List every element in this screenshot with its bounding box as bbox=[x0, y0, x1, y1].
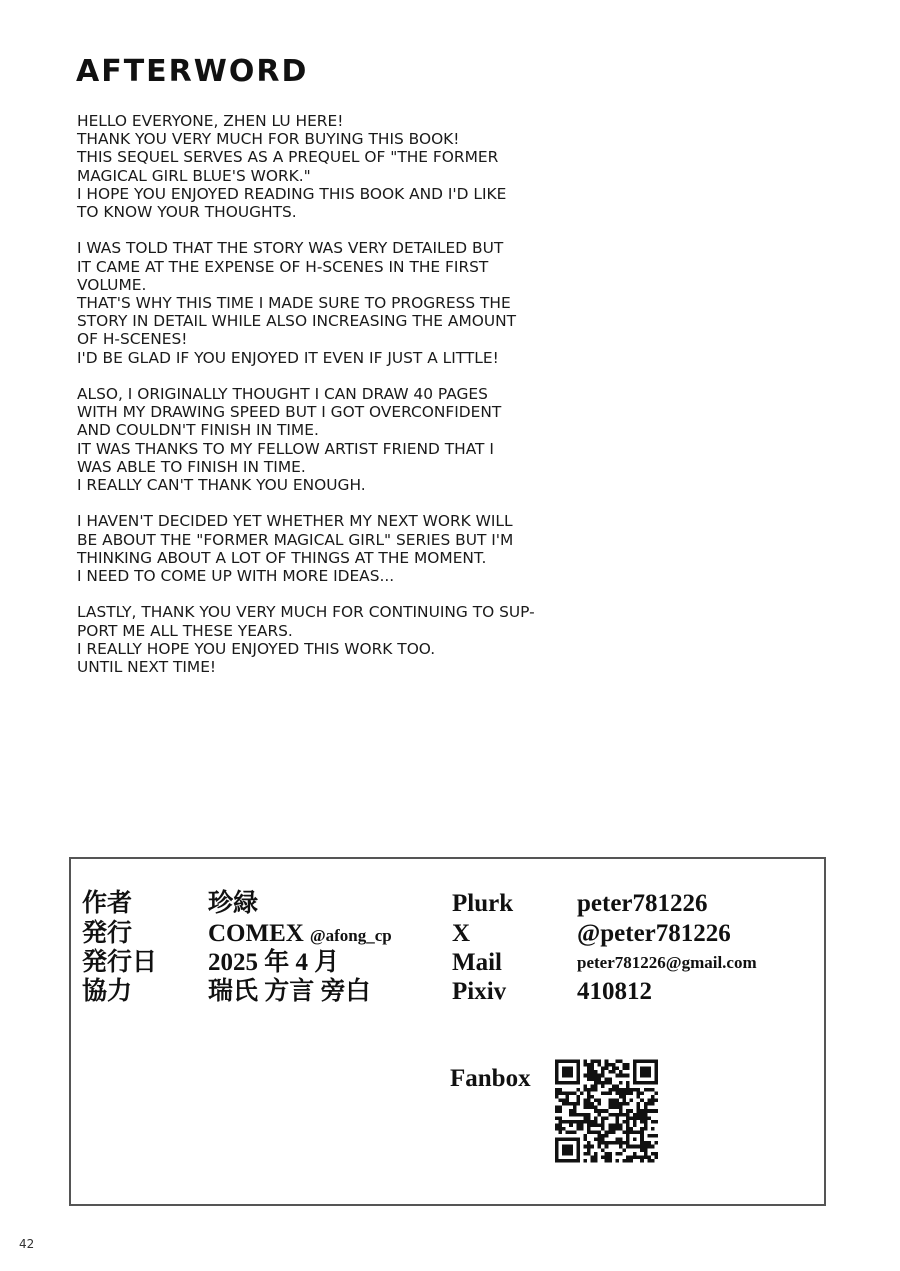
date-value: 2025 年 4 月 bbox=[208, 949, 340, 976]
text-line: MAGICAL GIRL BLUE'S WORK." bbox=[77, 166, 311, 185]
text-line: IT CAME AT THE EXPENSE OF H-SCENES IN THE FIRST bbox=[77, 257, 489, 276]
afterword-paragraph bbox=[77, 512, 617, 585]
plurk-label: Plurk bbox=[452, 890, 514, 917]
cooperation-label: 協力 bbox=[82, 978, 133, 1005]
pixiv-value: 410812 bbox=[577, 978, 652, 1005]
text-line: HELLO EVERYONE, ZHEN LU HERE! bbox=[77, 112, 344, 130]
mail-value: peter781226@gmail.com bbox=[577, 953, 757, 972]
text-line: I HOPE YOU ENJOYED READING THIS BOOK AND I'D LIKE bbox=[77, 184, 507, 203]
afterword-heading: AFTERWORD bbox=[76, 54, 309, 89]
afterword-paragraph bbox=[77, 239, 617, 366]
text-line: THANK YOU VERY MUCH FOR BUYING THIS BOOK! bbox=[77, 130, 460, 149]
x-label: X bbox=[452, 920, 471, 947]
afterword-paragraph bbox=[77, 385, 617, 494]
credits-box bbox=[69, 857, 826, 1206]
author-value: 珍緑 bbox=[208, 890, 259, 917]
text-line: OF H-SCENES! bbox=[77, 330, 188, 349]
text-line: THIS SEQUEL SERVES AS A PREQUEL OF "THE FORMER bbox=[77, 148, 499, 167]
fanbox-label: Fanbox bbox=[450, 1065, 531, 1092]
text-line: I NEED TO COME UP WITH MORE IDEAS... bbox=[77, 567, 395, 586]
text-line: LASTLY, THANK YOU VERY MUCH FOR CONTINUING TO SUP- bbox=[77, 603, 535, 622]
fanbox-qr-code bbox=[555, 1057, 658, 1165]
text-line: I'D BE GLAD IF YOU ENJOYED IT EVEN IF JUST A LITTLE! bbox=[77, 348, 499, 367]
text-line: ALSO, I ORIGINALLY THOUGHT I CAN DRAW 40 PAGES bbox=[77, 385, 488, 404]
text-line: UNTIL NEXT TIME! bbox=[77, 658, 217, 677]
afterword-paragraph bbox=[77, 112, 617, 221]
text-line: I REALLY HOPE YOU ENJOYED THIS WORK TOO. bbox=[77, 639, 436, 658]
text-line: AND COULDN'T FINISH IN TIME. bbox=[77, 421, 319, 440]
plurk-value: peter781226 bbox=[577, 890, 708, 917]
text-line: I WAS TOLD THAT THE STORY WAS VERY DETAILED BUT bbox=[77, 239, 504, 258]
text-line: THAT'S WHY THIS TIME I MADE SURE TO PROGRESS THE bbox=[77, 294, 511, 313]
text-line: I REALLY CAN'T THANK YOU ENOUGH. bbox=[77, 476, 366, 495]
text-line: STORY IN DETAIL WHILE ALSO INCREASING THE AMOUNT bbox=[77, 312, 517, 331]
cooperation-value: 瑞氏 方言 旁白 bbox=[208, 978, 371, 1005]
mail-label: Mail bbox=[452, 949, 502, 976]
text-line: WITH MY DRAWING SPEED BUT I GOT OVERCONFIDENT bbox=[77, 403, 502, 422]
date-label: 発行日 bbox=[82, 949, 158, 976]
text-line: VOLUME. bbox=[77, 275, 147, 294]
pixiv-label: Pixiv bbox=[452, 978, 507, 1005]
text-line: BE ABOUT THE "FORMER MAGICAL GIRL" SERIES BUT I'M bbox=[77, 530, 514, 549]
publisher-label: 発行 bbox=[82, 920, 133, 947]
text-line: PORT ME ALL THESE YEARS. bbox=[77, 621, 293, 640]
publisher-handle: @afong_cp bbox=[309, 926, 392, 945]
publisher-name: COMEX bbox=[208, 920, 304, 947]
text-line: WAS ABLE TO FINISH IN TIME. bbox=[77, 457, 306, 476]
publisher-value bbox=[208, 919, 392, 951]
text-line: I HAVEN'T DECIDED YET WHETHER MY NEXT WORK WILL bbox=[77, 512, 513, 531]
afterword-paragraph bbox=[77, 603, 617, 676]
text-line: IT WAS THANKS TO MY FELLOW ARTIST FRIEND THAT I bbox=[77, 439, 494, 458]
page-number: 42 bbox=[19, 1237, 35, 1251]
author-label: 作者 bbox=[82, 890, 133, 917]
text-line: THINKING ABOUT A LOT OF THINGS AT THE MOMENT. bbox=[77, 548, 487, 567]
x-value: @peter781226 bbox=[577, 920, 731, 947]
text-line: TO KNOW YOUR THOUGHTS. bbox=[77, 203, 297, 222]
afterword-body bbox=[77, 112, 617, 694]
